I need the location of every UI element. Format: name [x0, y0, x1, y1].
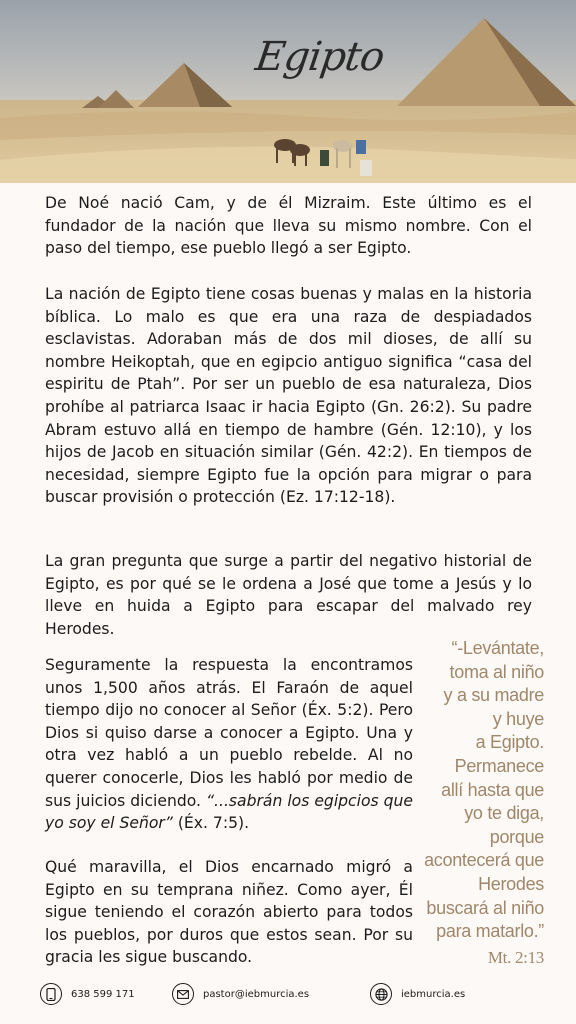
paragraph-4-end: (Éx. 7:5).: [172, 814, 250, 833]
footer: [40, 983, 540, 1009]
quote-line: y a su madre: [443, 685, 544, 706]
quote-line: acontecerá que: [424, 850, 544, 871]
footer-email[interactable]: [172, 983, 309, 1005]
quote-line: buscará al niño: [426, 897, 544, 918]
quote-line: a Egipto.: [475, 732, 544, 753]
phone-number[interactable]: 638 599 171: [71, 988, 135, 1000]
quote-line: y huye: [492, 708, 544, 729]
quote-line: Permanece: [454, 755, 544, 776]
globe-icon: [370, 983, 392, 1005]
paragraph-4: [45, 654, 413, 835]
paragraph-4-start: Seguramente la respuesta la encontramos unos 1,500 años atrás. El Faraón de aquel tiempo dijo no conocer al Señor (Éx. 5:2). Pero Dios si quiso darse a conocer a Egipto. Una y otra vez habló a un pueblo rebelde. Al no querer conocerle, Dios les habló por medio de sus juicios diciendo.: [45, 656, 413, 810]
sidebar-quote: [384, 637, 544, 969]
quote-line: Herodes: [478, 873, 544, 894]
paragraph-4-quote: “...sabrán los egipcios que yo soy el Señor”: [45, 791, 413, 833]
page-title: Egipto: [252, 34, 387, 80]
quote-line: “-Levántate,: [451, 638, 544, 658]
quote-line: toma al niño: [449, 661, 544, 682]
paragraph-1: De Noé nació Cam, y de él Mizraim. Este último es el fundador de la nación que lleva su mismo nombre. Con el paso del tiempo, ese pueblo llegó a ser Egipto.: [45, 194, 532, 258]
paragraph-3: La gran pregunta que surge a partir del negativo historial de Egipto, es por qué se le ordena a José que tome a Jesús y lo lleve en huida a Egipto para escapar del malvado rey Herodes.: [45, 552, 532, 638]
email-address[interactable]: pastor@iebmurcia.es: [203, 988, 310, 1000]
quote-line: allí hasta que: [441, 779, 544, 800]
paragraph-2: La nación de Egipto tiene cosas buenas y malas en la historia bíblica. Lo malo es que era una raza de despiadados esclavistas. Adoraban más de dos mil dioses, de allí su nombre Heikoptah, que en egipcio antiguo significa “casa del espiritu de Ptah”. Por ser un pueblo de esa naturaleza, Dios prohíbe al patriarca Isaac ir hacia Egipto (Gn. 26:2). Su padre Abram estuvo allá en tiempo de hambre (Gén. 12:10), y los hijos de Jacob en situación similar (Gén. 42:2). En tiempos de necesidad, siempre Egipto fue la opción para migrar o para buscar provisión o protección (Ez. 17:12-18).: [45, 285, 532, 507]
hero-image: [0, 0, 576, 183]
quote-line: para matarlo.”: [436, 921, 544, 942]
footer-phone[interactable]: [40, 983, 135, 1005]
website-url[interactable]: iebmurcia.es: [401, 988, 466, 1000]
phone-icon: [40, 983, 62, 1005]
quote-line: yo te diga,: [464, 803, 544, 824]
footer-website[interactable]: [370, 983, 465, 1005]
quote-line: porque: [489, 826, 544, 847]
mail-icon: [172, 983, 194, 1005]
quote-reference: Mt. 2:13: [487, 947, 544, 967]
paragraph-5: Qué maravilla, el Dios encarnado migró a Egipto en su temprana niñez. Como ayer, Él sigue teniendo el corazón abierto para todos los pueblos, por duros que estos sean. Por su gracia les sigue buscando.: [45, 858, 413, 967]
